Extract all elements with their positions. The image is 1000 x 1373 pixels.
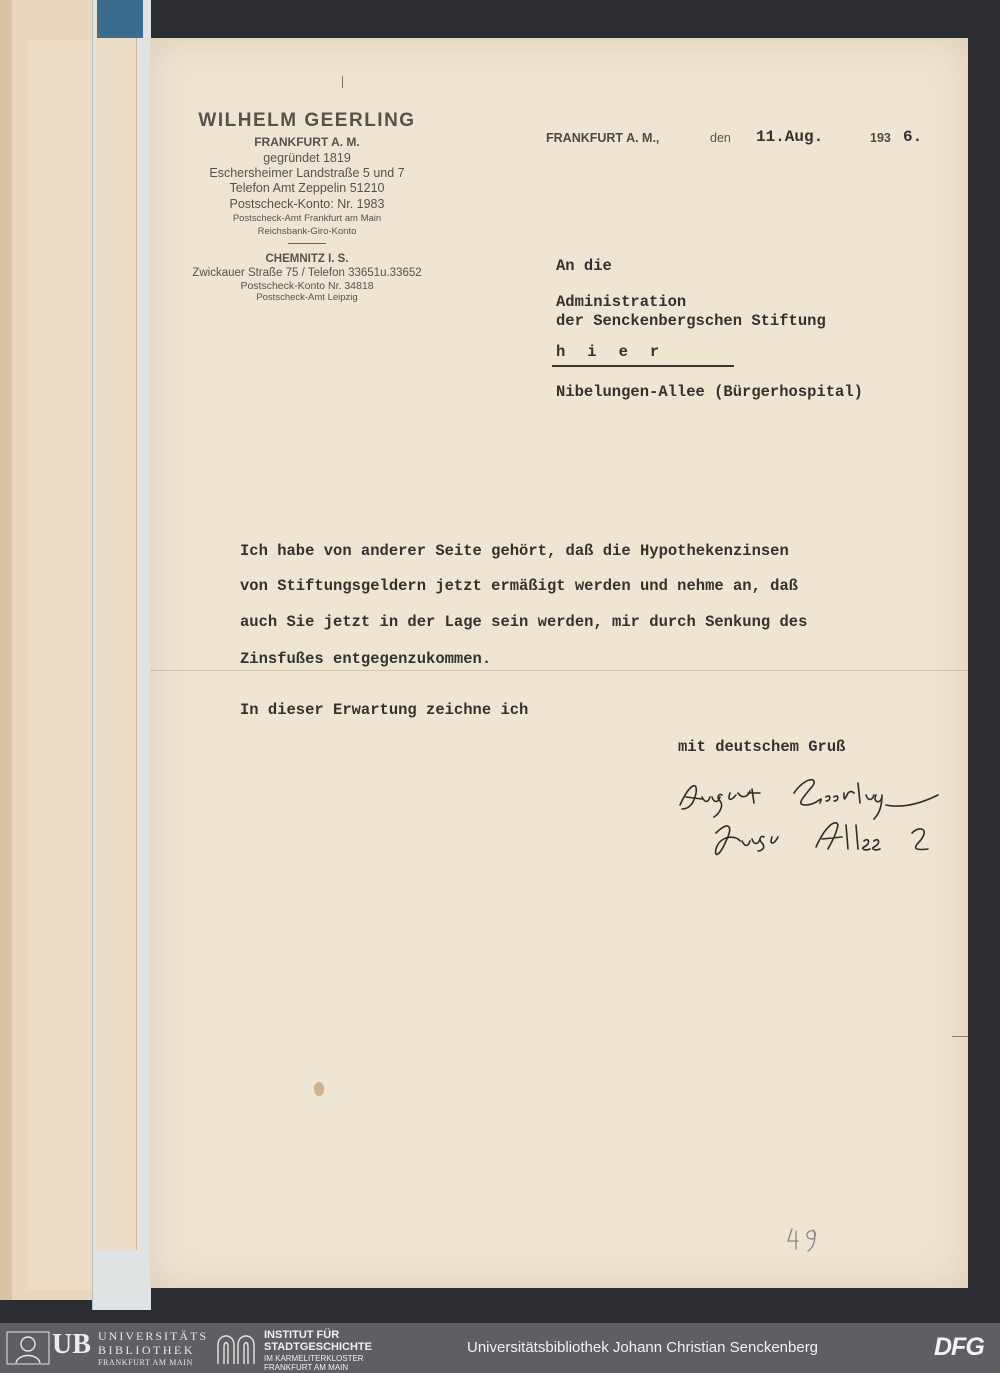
letterhead-founded: gegründet 1819 [263,151,351,165]
isg-line-2: STADTGESCHICHTE [264,1341,372,1353]
footer-bar [0,1323,1000,1373]
dateline-year-digit: 6. [903,128,923,146]
folder-page-middle [28,40,99,1290]
isg-line-3: IM KARMELITERKLOSTER [264,1354,364,1363]
dateline-date: 11.Aug. [756,128,824,146]
address-line-1: An die [556,257,612,275]
dateline-year-prefix: 193 [870,131,891,145]
folder-page-front [96,10,137,1250]
ub-line-3: FRANKFURT AM MAIN [98,1358,193,1367]
address-line-5: Nibelungen-Allee (Bürgerhospital) [556,383,863,401]
body-line-3: auch Sie jetzt in der Lage sein werden, mir durch Senkung des [240,613,808,631]
ub-portrait-logo [6,1331,50,1365]
tick-mark [342,76,343,88]
fold-line [150,670,968,671]
closing-greeting: mit deutschem Gruß [678,738,846,756]
folder-binding [97,0,143,38]
folder-edge [0,0,12,1300]
address-line-4: hier [556,343,682,361]
address-underline [552,365,734,367]
letterhead-branch-city: CHEMNITZ I. S. [265,253,349,265]
address-line-2: Administration [556,293,687,311]
pencil-page-number [784,1225,824,1255]
handwritten-signature [676,775,956,875]
body-line-4: Zinsfußes entgegenzukommen. [240,650,492,668]
letterhead-branch-street: Zwickauer Straße 75 / Telefon 33651u.33652 [192,267,422,279]
dateline-den: den [710,131,731,145]
ub-abbrev: UB [52,1329,91,1360]
letterhead-branch-postcheck: Postscheck-Konto Nr. 34818 [240,280,374,292]
letterhead-postcheck-office: Postscheck-Amt Frankfurt am Main [232,213,382,224]
letterhead-branch-postcheck-office: Postscheck-Amt Leipzig [256,292,358,303]
address-line-3: der Senckenbergschen Stiftung [556,312,826,330]
isg-line-1: INSTITUT FÜR [264,1329,340,1341]
body-line-2: von Stiftungsgeldern jetzt ermäßigt werden und nehme an, daß [240,577,799,595]
letterhead-name: WILHELM GEERLING [198,110,416,131]
edge-mark [952,1036,968,1037]
isg-line-4: FRANKFURT AM MAIN [264,1363,349,1372]
dateline-place: FRANKFURT A. M., [546,131,660,145]
ub-line-1: UNIVERSITÄTS [98,1329,208,1343]
body-line-5: In dieser Erwartung zeichne ich [240,701,529,719]
dfg-logo: DFG [934,1333,984,1361]
stain-spot [314,1082,324,1096]
ub-line-2: BIBLIOTHEK [98,1343,195,1357]
letterhead-postcheck: Postscheck-Konto: Nr. 1983 [229,197,385,211]
letterhead-street: Eschersheimer Landstraße 5 und 7 [209,166,405,180]
isg-arch-logo [214,1331,258,1365]
letterhead-phone: Telefon Amt Zeppelin 51210 [229,181,385,195]
body-line-1: Ich habe von anderer Seite gehört, daß die Hypothekenzinsen [240,542,789,560]
letterhead-divider [288,243,326,244]
letterhead-reichsbank: Reichsbank-Giro-Konto [257,226,357,237]
footer-library-name: Universitätsbibliothek Johann Christian Senckenberg [467,1339,819,1356]
letterhead-city: FRANKFURT A. M. [254,135,360,149]
